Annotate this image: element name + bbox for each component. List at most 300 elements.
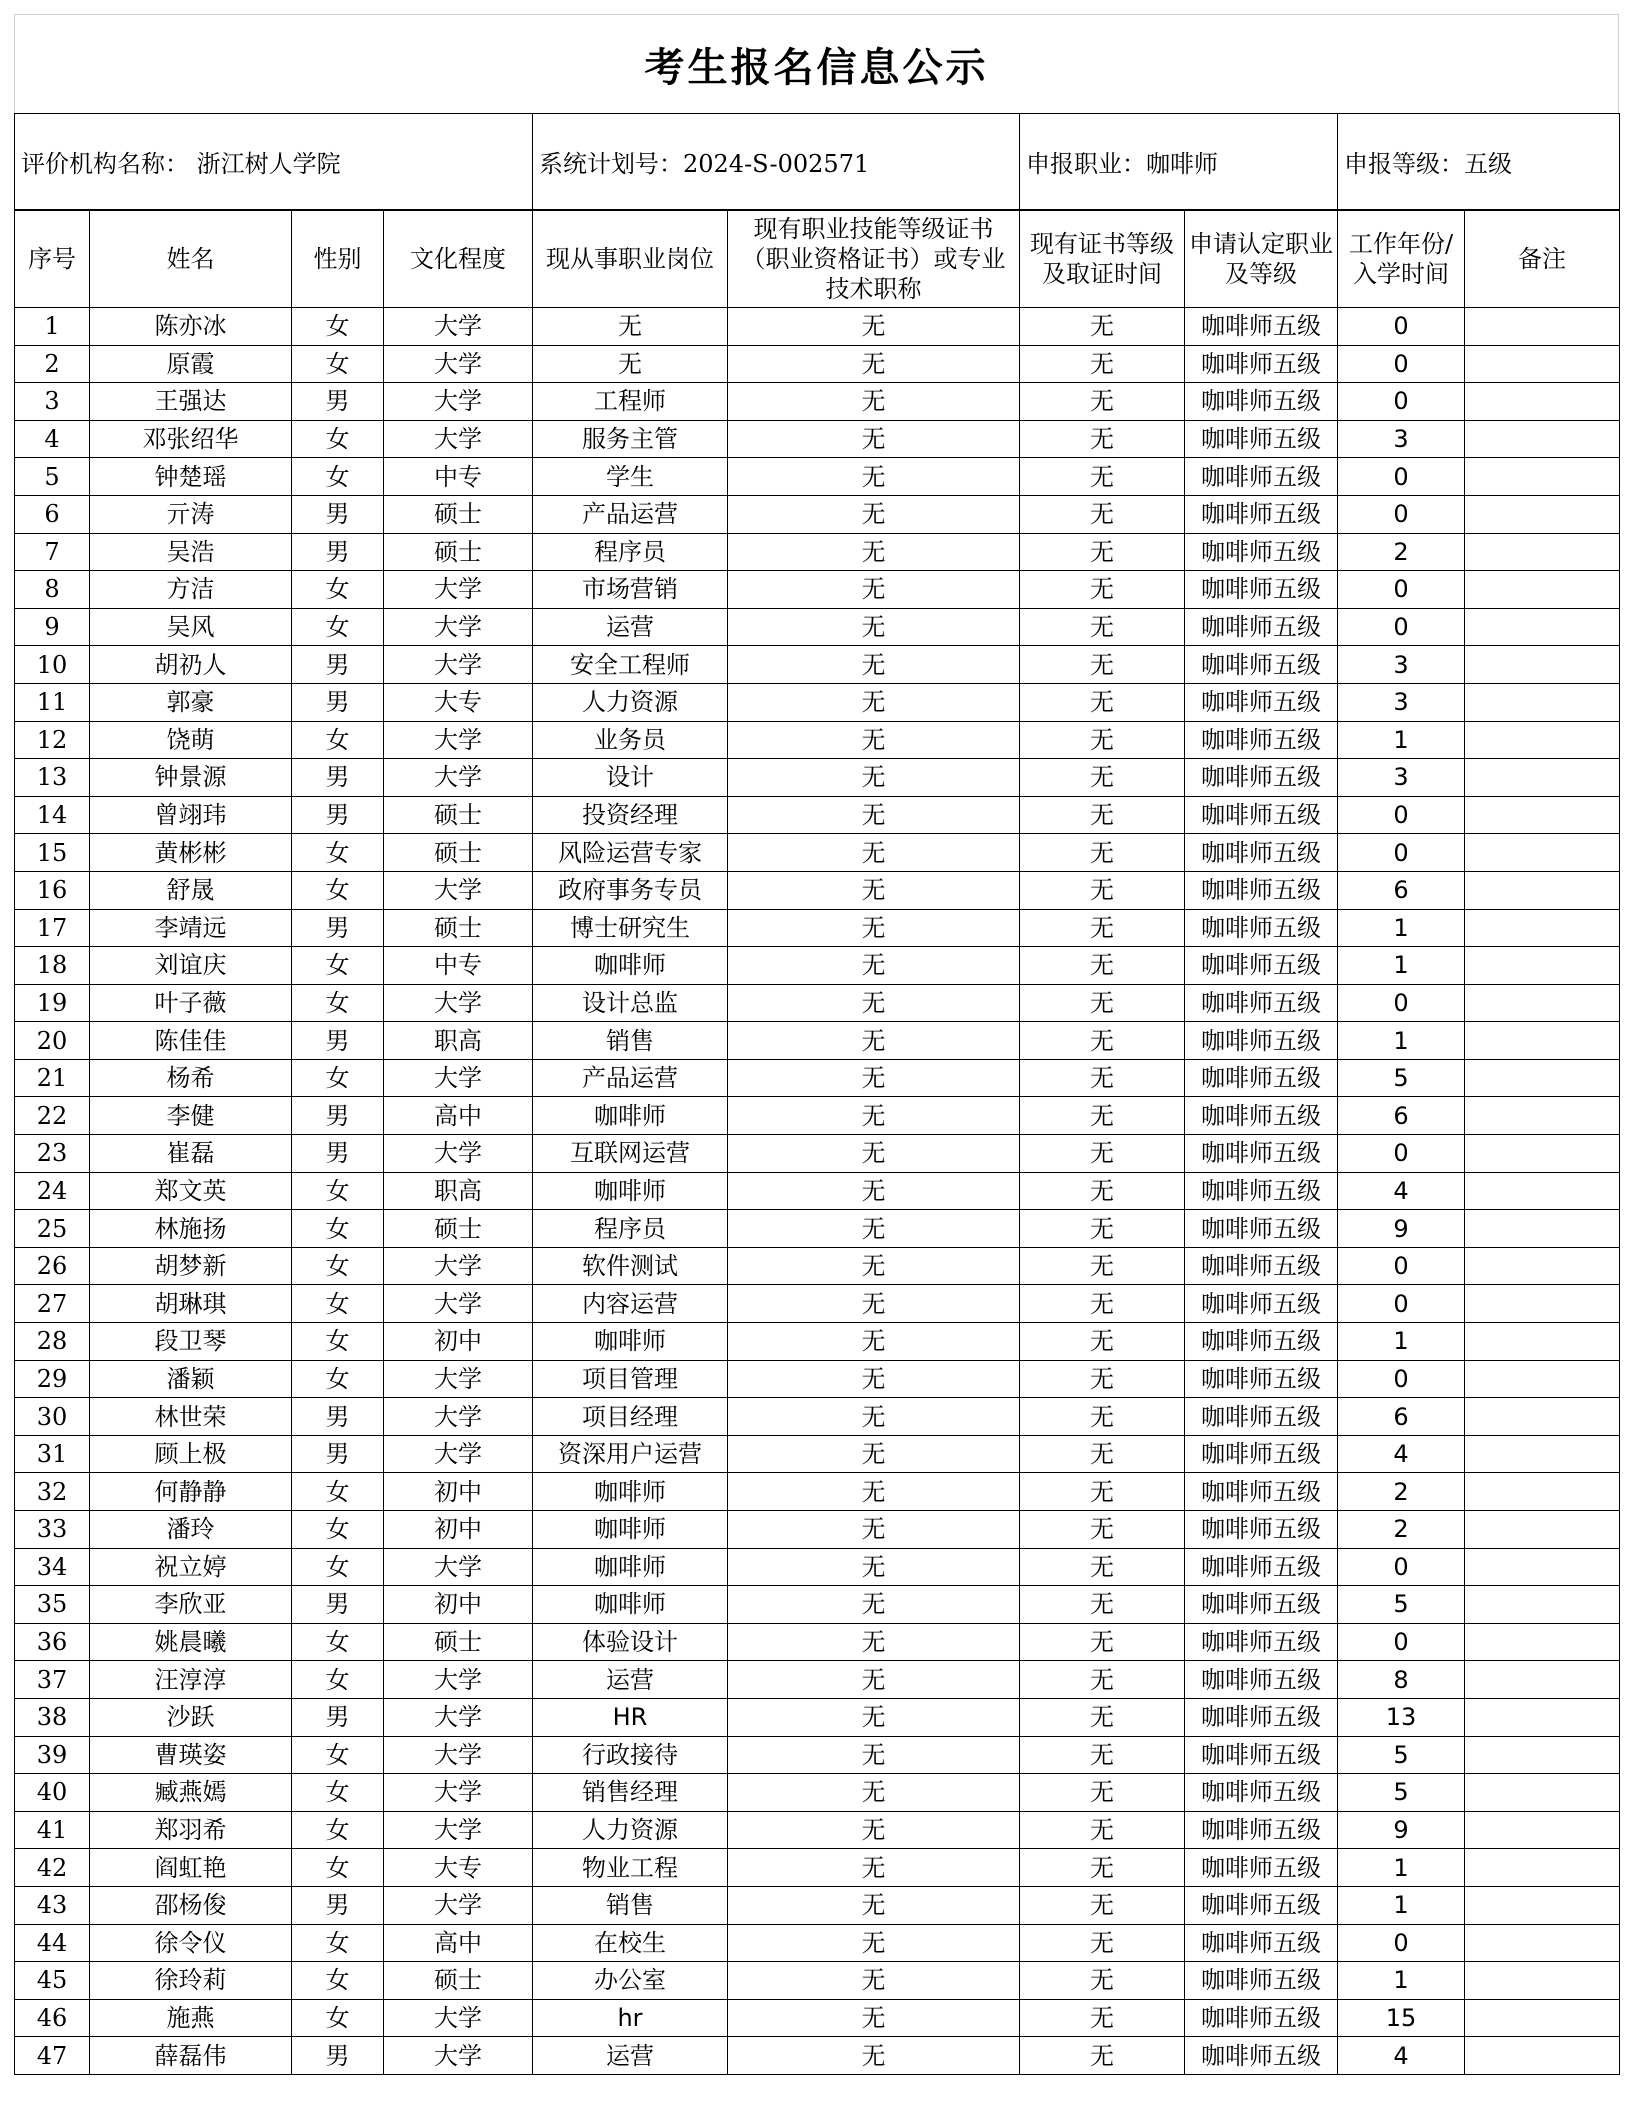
cell-gender: 女 xyxy=(292,1360,384,1398)
cell-gender: 男 xyxy=(292,1435,384,1473)
cell-applied-level: 咖啡师五级 xyxy=(1185,1022,1338,1060)
table-row xyxy=(15,1623,1620,1661)
cell-education: 硕士 xyxy=(384,796,533,834)
cell-education: 大学 xyxy=(384,1398,533,1436)
cell-education: 高中 xyxy=(384,1097,533,1135)
cell-name: 林世荣 xyxy=(90,1398,292,1436)
cell-certificate-level-date: 无 xyxy=(1020,608,1185,646)
cell-name: 胡琳琪 xyxy=(90,1285,292,1323)
cell-gender: 男 xyxy=(292,533,384,571)
cell-certificate-level-date: 无 xyxy=(1020,533,1185,571)
cell-certificate-level-date: 无 xyxy=(1020,1962,1185,2000)
cell-certificate-level-date: 无 xyxy=(1020,1661,1185,1699)
cell-seq: 30 xyxy=(15,1398,90,1436)
cell-gender: 男 xyxy=(292,683,384,721)
cell-current-job: 运营 xyxy=(533,608,728,646)
cell-current-job: 产品运营 xyxy=(533,1059,728,1097)
cell-gender: 女 xyxy=(292,1548,384,1586)
cell-education: 大学 xyxy=(384,420,533,458)
cell-gender: 女 xyxy=(292,1999,384,2037)
table-row xyxy=(15,1962,1620,2000)
cell-remark xyxy=(1465,1849,1620,1887)
cell-applied-level: 咖啡师五级 xyxy=(1185,495,1338,533)
cell-work-year: 0 xyxy=(1338,1623,1465,1661)
cell-current-certificate: 无 xyxy=(728,458,1020,496)
header-current-job: 现从事职业岗位 xyxy=(533,211,728,308)
table-row xyxy=(15,1022,1620,1060)
cell-work-year: 5 xyxy=(1338,1736,1465,1774)
cell-remark xyxy=(1465,1548,1620,1586)
cell-work-year: 4 xyxy=(1338,2037,1465,2075)
cell-current-job: 销售经理 xyxy=(533,1774,728,1812)
cell-current-certificate: 无 xyxy=(728,1924,1020,1962)
cell-name: 郭豪 xyxy=(90,683,292,721)
cell-current-job: 物业工程 xyxy=(533,1849,728,1887)
cell-gender: 男 xyxy=(292,909,384,947)
cell-current-certificate: 无 xyxy=(728,947,1020,985)
cell-name: 吴浩 xyxy=(90,533,292,571)
cell-name: 施燕 xyxy=(90,1999,292,2037)
cell-work-year: 0 xyxy=(1338,984,1465,1022)
cell-applied-level: 咖啡师五级 xyxy=(1185,1473,1338,1511)
table-row xyxy=(15,1473,1620,1511)
cell-work-year: 3 xyxy=(1338,420,1465,458)
cell-applied-level: 咖啡师五级 xyxy=(1185,1172,1338,1210)
cell-gender: 男 xyxy=(292,495,384,533)
cell-certificate-level-date: 无 xyxy=(1020,1210,1185,1248)
table-row xyxy=(15,571,1620,609)
cell-work-year: 6 xyxy=(1338,871,1465,909)
cell-work-year: 5 xyxy=(1338,1586,1465,1624)
cell-work-year: 0 xyxy=(1338,571,1465,609)
cell-certificate-level-date: 无 xyxy=(1020,1511,1185,1549)
cell-name: 舒晟 xyxy=(90,871,292,909)
registration-sheet xyxy=(14,14,1619,2075)
cell-education: 大学 xyxy=(384,1774,533,1812)
cell-remark xyxy=(1465,1135,1620,1173)
cell-current-job: 人力资源 xyxy=(533,683,728,721)
cell-name: 阎虹艳 xyxy=(90,1849,292,1887)
org-name-cell: 评价机构名称： 浙江树人学院 xyxy=(15,114,533,210)
cell-remark xyxy=(1465,1962,1620,2000)
cell-name: 沙跃 xyxy=(90,1698,292,1736)
cell-education: 职高 xyxy=(384,1172,533,1210)
cell-education: 大学 xyxy=(384,646,533,684)
table-row xyxy=(15,646,1620,684)
cell-seq: 18 xyxy=(15,947,90,985)
cell-gender: 女 xyxy=(292,1811,384,1849)
cell-current-certificate: 无 xyxy=(728,721,1020,759)
cell-applied-level: 咖啡师五级 xyxy=(1185,1586,1338,1624)
cell-seq: 43 xyxy=(15,1886,90,1924)
header-remark: 备注 xyxy=(1465,211,1620,308)
cell-certificate-level-date: 无 xyxy=(1020,1435,1185,1473)
cell-current-job: 政府事务专员 xyxy=(533,871,728,909)
candidates-table xyxy=(14,210,1620,2075)
cell-education: 大专 xyxy=(384,683,533,721)
cell-certificate-level-date: 无 xyxy=(1020,495,1185,533)
cell-gender: 女 xyxy=(292,1247,384,1285)
cell-work-year: 0 xyxy=(1338,345,1465,383)
cell-certificate-level-date: 无 xyxy=(1020,383,1185,421)
cell-remark xyxy=(1465,533,1620,571)
cell-gender: 男 xyxy=(292,1886,384,1924)
cell-name: 钟景源 xyxy=(90,759,292,797)
cell-remark xyxy=(1465,909,1620,947)
cell-work-year: 1 xyxy=(1338,1849,1465,1887)
cell-gender: 女 xyxy=(292,947,384,985)
cell-gender: 女 xyxy=(292,1774,384,1812)
header-applied-level: 申请认定职业及等级 xyxy=(1185,211,1338,308)
cell-certificate-level-date: 无 xyxy=(1020,1172,1185,1210)
cell-education: 大学 xyxy=(384,1811,533,1849)
cell-name: 何静静 xyxy=(90,1473,292,1511)
table-row xyxy=(15,420,1620,458)
cell-seq: 46 xyxy=(15,1999,90,2037)
cell-current-certificate: 无 xyxy=(728,308,1020,346)
cell-current-certificate: 无 xyxy=(728,909,1020,947)
cell-seq: 22 xyxy=(15,1097,90,1135)
cell-education: 大学 xyxy=(384,383,533,421)
cell-work-year: 1 xyxy=(1338,721,1465,759)
cell-current-job: 销售 xyxy=(533,1886,728,1924)
cell-gender: 男 xyxy=(292,1022,384,1060)
cell-seq: 35 xyxy=(15,1586,90,1624)
cell-remark xyxy=(1465,1924,1620,1962)
cell-seq: 36 xyxy=(15,1623,90,1661)
cell-certificate-level-date: 无 xyxy=(1020,909,1185,947)
cell-applied-level: 咖啡师五级 xyxy=(1185,1097,1338,1135)
table-row xyxy=(15,683,1620,721)
cell-current-certificate: 无 xyxy=(728,1473,1020,1511)
cell-certificate-level-date: 无 xyxy=(1020,1774,1185,1812)
cell-current-certificate: 无 xyxy=(728,1849,1020,1887)
table-row xyxy=(15,1398,1620,1436)
cell-name: 陈佳佳 xyxy=(90,1022,292,1060)
cell-remark xyxy=(1465,721,1620,759)
cell-education: 初中 xyxy=(384,1586,533,1624)
cell-seq: 34 xyxy=(15,1548,90,1586)
cell-remark xyxy=(1465,383,1620,421)
cell-certificate-level-date: 无 xyxy=(1020,1698,1185,1736)
cell-remark xyxy=(1465,1511,1620,1549)
table-row xyxy=(15,383,1620,421)
cell-applied-level: 咖啡师五级 xyxy=(1185,947,1338,985)
cell-applied-level: 咖啡师五级 xyxy=(1185,1435,1338,1473)
cell-remark xyxy=(1465,458,1620,496)
cell-current-certificate: 无 xyxy=(728,420,1020,458)
cell-work-year: 8 xyxy=(1338,1661,1465,1699)
cell-name: 林施扬 xyxy=(90,1210,292,1248)
cell-remark xyxy=(1465,1285,1620,1323)
cell-work-year: 4 xyxy=(1338,1172,1465,1210)
cell-remark xyxy=(1465,646,1620,684)
table-row xyxy=(15,308,1620,346)
table-row xyxy=(15,1285,1620,1323)
header-certificate-level-date: 现有证书等级及取证时间 xyxy=(1020,211,1185,308)
header-seq: 序号 xyxy=(15,211,90,308)
cell-gender: 男 xyxy=(292,1097,384,1135)
cell-applied-level: 咖啡师五级 xyxy=(1185,1849,1338,1887)
cell-certificate-level-date: 无 xyxy=(1020,759,1185,797)
table-row xyxy=(15,721,1620,759)
cell-gender: 女 xyxy=(292,308,384,346)
cell-current-certificate: 无 xyxy=(728,1323,1020,1361)
cell-gender: 女 xyxy=(292,721,384,759)
cell-gender: 女 xyxy=(292,1962,384,2000)
cell-seq: 10 xyxy=(15,646,90,684)
table-row xyxy=(15,1360,1620,1398)
table-row xyxy=(15,947,1620,985)
cell-education: 硕士 xyxy=(384,533,533,571)
cell-work-year: 1 xyxy=(1338,1323,1465,1361)
cell-gender: 女 xyxy=(292,420,384,458)
cell-seq: 31 xyxy=(15,1435,90,1473)
cell-work-year: 0 xyxy=(1338,608,1465,646)
cell-current-certificate: 无 xyxy=(728,1811,1020,1849)
cell-work-year: 9 xyxy=(1338,1210,1465,1248)
cell-seq: 32 xyxy=(15,1473,90,1511)
cell-certificate-level-date: 无 xyxy=(1020,1736,1185,1774)
cell-remark xyxy=(1465,1210,1620,1248)
cell-work-year: 0 xyxy=(1338,1360,1465,1398)
cell-gender: 女 xyxy=(292,345,384,383)
cell-current-job: 互联网运营 xyxy=(533,1135,728,1173)
cell-education: 大学 xyxy=(384,1698,533,1736)
table-row xyxy=(15,458,1620,496)
table-row xyxy=(15,1511,1620,1549)
cell-seq: 1 xyxy=(15,308,90,346)
cell-certificate-level-date: 无 xyxy=(1020,796,1185,834)
cell-name: 叶子薇 xyxy=(90,984,292,1022)
cell-applied-level: 咖啡师五级 xyxy=(1185,1511,1338,1549)
cell-education: 硕士 xyxy=(384,1962,533,2000)
cell-seq: 3 xyxy=(15,383,90,421)
cell-certificate-level-date: 无 xyxy=(1020,834,1185,872)
cell-name: 饶萌 xyxy=(90,721,292,759)
table-row xyxy=(15,1774,1620,1812)
cell-applied-level: 咖啡师五级 xyxy=(1185,1247,1338,1285)
table-row xyxy=(15,1135,1620,1173)
cell-name: 郑羽希 xyxy=(90,1811,292,1849)
cell-remark xyxy=(1465,1698,1620,1736)
table-row xyxy=(15,1586,1620,1624)
cell-current-job: 设计 xyxy=(533,759,728,797)
cell-education: 大学 xyxy=(384,2037,533,2075)
cell-remark xyxy=(1465,2037,1620,2075)
cell-seq: 9 xyxy=(15,608,90,646)
cell-current-job: 办公室 xyxy=(533,1962,728,2000)
cell-certificate-level-date: 无 xyxy=(1020,1548,1185,1586)
cell-remark xyxy=(1465,1811,1620,1849)
cell-certificate-level-date: 无 xyxy=(1020,1135,1185,1173)
cell-seq: 14 xyxy=(15,796,90,834)
cell-seq: 8 xyxy=(15,571,90,609)
cell-certificate-level-date: 无 xyxy=(1020,458,1185,496)
cell-current-certificate: 无 xyxy=(728,683,1020,721)
table-row xyxy=(15,1886,1620,1924)
cell-applied-level: 咖啡师五级 xyxy=(1185,1774,1338,1812)
cell-seq: 16 xyxy=(15,871,90,909)
cell-current-certificate: 无 xyxy=(728,759,1020,797)
cell-name: 徐玲莉 xyxy=(90,1962,292,2000)
cell-work-year: 9 xyxy=(1338,1811,1465,1849)
cell-gender: 女 xyxy=(292,571,384,609)
cell-gender: 女 xyxy=(292,1661,384,1699)
cell-work-year: 0 xyxy=(1338,1135,1465,1173)
cell-certificate-level-date: 无 xyxy=(1020,1247,1185,1285)
table-row xyxy=(15,759,1620,797)
cell-applied-level: 咖啡师五级 xyxy=(1185,1924,1338,1962)
cell-applied-level: 咖啡师五级 xyxy=(1185,1962,1338,2000)
cell-education: 大学 xyxy=(384,608,533,646)
cell-applied-level: 咖啡师五级 xyxy=(1185,2037,1338,2075)
cell-applied-level: 咖啡师五级 xyxy=(1185,608,1338,646)
cell-gender: 女 xyxy=(292,1172,384,1210)
cell-applied-level: 咖啡师五级 xyxy=(1185,721,1338,759)
table-row xyxy=(15,1548,1620,1586)
table-row xyxy=(15,1172,1620,1210)
cell-current-certificate: 无 xyxy=(728,1210,1020,1248)
cell-work-year: 1 xyxy=(1338,1022,1465,1060)
cell-seq: 7 xyxy=(15,533,90,571)
cell-work-year: 6 xyxy=(1338,1097,1465,1135)
cell-certificate-level-date: 无 xyxy=(1020,1285,1185,1323)
cell-work-year: 0 xyxy=(1338,834,1465,872)
cell-gender: 女 xyxy=(292,1059,384,1097)
cell-certificate-level-date: 无 xyxy=(1020,345,1185,383)
cell-name: 方洁 xyxy=(90,571,292,609)
cell-current-job: 内容运营 xyxy=(533,1285,728,1323)
cell-name: 刘谊庆 xyxy=(90,947,292,985)
cell-current-job: 无 xyxy=(533,345,728,383)
cell-seq: 42 xyxy=(15,1849,90,1887)
cell-remark xyxy=(1465,1247,1620,1285)
cell-work-year: 13 xyxy=(1338,1698,1465,1736)
cell-applied-level: 咖啡师五级 xyxy=(1185,308,1338,346)
cell-education: 大学 xyxy=(384,984,533,1022)
cell-education: 硕士 xyxy=(384,909,533,947)
cell-education: 大学 xyxy=(384,1548,533,1586)
cell-current-job: 行政接待 xyxy=(533,1736,728,1774)
cell-seq: 39 xyxy=(15,1736,90,1774)
cell-current-certificate: 无 xyxy=(728,1736,1020,1774)
cell-name: 汪淳淳 xyxy=(90,1661,292,1699)
table-row xyxy=(15,1323,1620,1361)
cell-remark xyxy=(1465,420,1620,458)
cell-work-year: 0 xyxy=(1338,495,1465,533)
cell-work-year: 0 xyxy=(1338,383,1465,421)
cell-current-certificate: 无 xyxy=(728,1774,1020,1812)
cell-gender: 男 xyxy=(292,1398,384,1436)
cell-current-job: 运营 xyxy=(533,2037,728,2075)
cell-applied-level: 咖啡师五级 xyxy=(1185,383,1338,421)
cell-name: 崔磊 xyxy=(90,1135,292,1173)
cell-current-certificate: 无 xyxy=(728,1886,1020,1924)
cell-current-certificate: 无 xyxy=(728,871,1020,909)
cell-education: 大学 xyxy=(384,308,533,346)
cell-remark xyxy=(1465,1736,1620,1774)
job-cell: 申报职业：咖啡师 xyxy=(1020,114,1338,210)
cell-name: 杨希 xyxy=(90,1059,292,1097)
cell-work-year: 2 xyxy=(1338,533,1465,571)
cell-current-certificate: 无 xyxy=(728,1097,1020,1135)
cell-seq: 28 xyxy=(15,1323,90,1361)
cell-work-year: 0 xyxy=(1338,1247,1465,1285)
cell-work-year: 0 xyxy=(1338,1285,1465,1323)
cell-remark xyxy=(1465,796,1620,834)
cell-name: 潘玲 xyxy=(90,1511,292,1549)
cell-applied-level: 咖啡师五级 xyxy=(1185,1210,1338,1248)
cell-work-year: 1 xyxy=(1338,909,1465,947)
cell-certificate-level-date: 无 xyxy=(1020,571,1185,609)
cell-current-job: 程序员 xyxy=(533,1210,728,1248)
cell-current-job: 服务主管 xyxy=(533,420,728,458)
cell-education: 大学 xyxy=(384,1059,533,1097)
cell-current-job: 咖啡师 xyxy=(533,1586,728,1624)
cell-work-year: 1 xyxy=(1338,947,1465,985)
cell-current-job: 咖啡师 xyxy=(533,947,728,985)
cell-remark xyxy=(1465,1435,1620,1473)
cell-certificate-level-date: 无 xyxy=(1020,871,1185,909)
cell-name: 李健 xyxy=(90,1097,292,1135)
cell-current-certificate: 无 xyxy=(728,1623,1020,1661)
cell-gender: 女 xyxy=(292,1285,384,1323)
cell-current-certificate: 无 xyxy=(728,984,1020,1022)
header-work-year: 工作年份/入学时间 xyxy=(1338,211,1465,308)
cell-current-certificate: 无 xyxy=(728,495,1020,533)
cell-name: 钟楚瑶 xyxy=(90,458,292,496)
cell-name: 黄彬彬 xyxy=(90,834,292,872)
table-row xyxy=(15,345,1620,383)
cell-certificate-level-date: 无 xyxy=(1020,1924,1185,1962)
cell-applied-level: 咖啡师五级 xyxy=(1185,1323,1338,1361)
cell-gender: 女 xyxy=(292,871,384,909)
cell-current-job: 软件测试 xyxy=(533,1247,728,1285)
cell-current-certificate: 无 xyxy=(728,2037,1020,2075)
cell-gender: 女 xyxy=(292,1473,384,1511)
cell-current-certificate: 无 xyxy=(728,1661,1020,1699)
cell-certificate-level-date: 无 xyxy=(1020,1849,1185,1887)
cell-current-job: 咖啡师 xyxy=(533,1323,728,1361)
cell-gender: 女 xyxy=(292,1210,384,1248)
cell-work-year: 4 xyxy=(1338,1435,1465,1473)
cell-remark xyxy=(1465,345,1620,383)
table-row xyxy=(15,495,1620,533)
cell-education: 大专 xyxy=(384,1849,533,1887)
cell-remark xyxy=(1465,1172,1620,1210)
cell-seq: 6 xyxy=(15,495,90,533)
cell-applied-level: 咖啡师五级 xyxy=(1185,458,1338,496)
cell-seq: 25 xyxy=(15,1210,90,1248)
cell-remark xyxy=(1465,608,1620,646)
cell-applied-level: 咖啡师五级 xyxy=(1185,1886,1338,1924)
cell-work-year: 2 xyxy=(1338,1511,1465,1549)
cell-gender: 男 xyxy=(292,759,384,797)
cell-current-certificate: 无 xyxy=(728,834,1020,872)
cell-education: 初中 xyxy=(384,1323,533,1361)
table-row xyxy=(15,1924,1620,1962)
cell-certificate-level-date: 无 xyxy=(1020,420,1185,458)
cell-education: 大学 xyxy=(384,721,533,759)
cell-gender: 男 xyxy=(292,1135,384,1173)
cell-current-job: 体验设计 xyxy=(533,1623,728,1661)
cell-seq: 45 xyxy=(15,1962,90,2000)
cell-work-year: 0 xyxy=(1338,458,1465,496)
cell-remark xyxy=(1465,1623,1620,1661)
cell-work-year: 0 xyxy=(1338,1548,1465,1586)
cell-seq: 26 xyxy=(15,1247,90,1285)
